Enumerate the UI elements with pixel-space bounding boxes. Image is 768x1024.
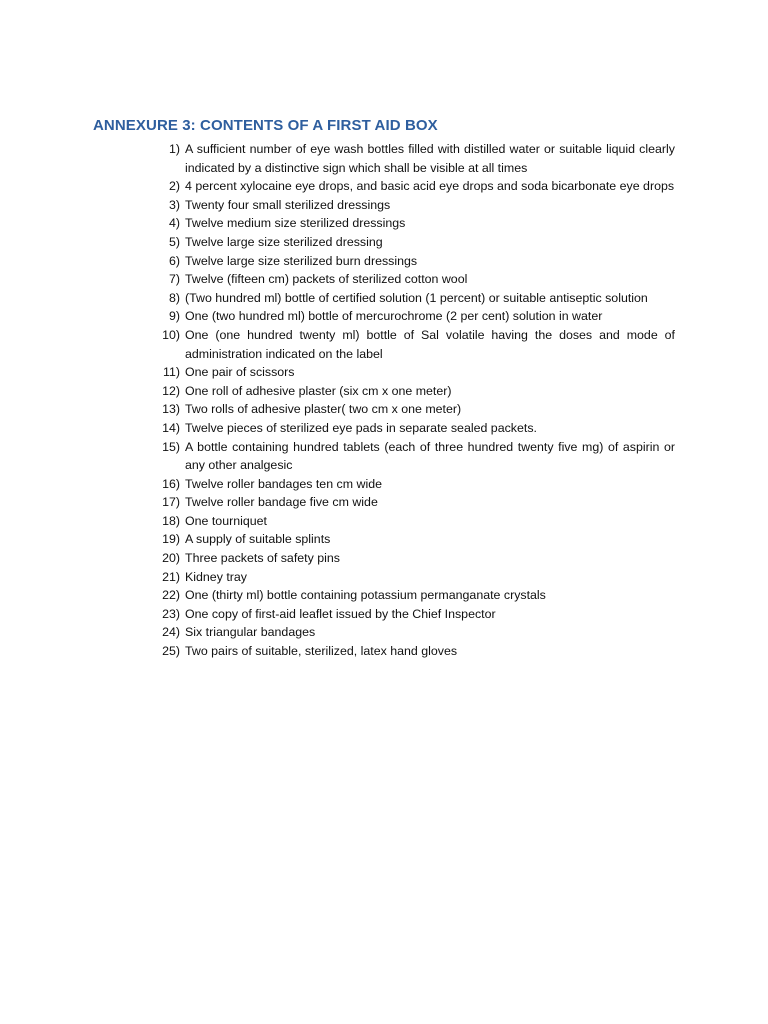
list-item xyxy=(150,586,675,605)
list-item-number: 23) xyxy=(162,606,180,621)
list-item-number: 18) xyxy=(162,513,180,528)
list-item xyxy=(150,642,675,661)
list-item-number: 10) xyxy=(162,327,180,342)
list-item-text: One tourniquet xyxy=(185,513,267,528)
list-item-text: Three packets of safety pins xyxy=(185,551,340,566)
list-item-text: One copy of first-aid leaflet issued by the Chief Inspector xyxy=(185,606,496,621)
list-item-number: 22) xyxy=(162,588,180,603)
list-item xyxy=(150,252,675,271)
list-item-text: A supply of suitable splints xyxy=(185,532,331,547)
list-item-text: Six triangular bandages xyxy=(185,625,316,640)
list-item xyxy=(150,177,675,196)
list-item-number: 25) xyxy=(162,644,180,659)
list-item xyxy=(150,326,675,363)
list-item-number: 15) xyxy=(162,439,180,454)
list-item-number: 14) xyxy=(162,420,180,435)
list-item-text: Twenty four small sterilized dressings xyxy=(185,197,391,212)
list-item-number: 13) xyxy=(162,402,180,417)
list-item-number: 20) xyxy=(162,551,180,566)
list-item xyxy=(150,270,675,289)
list-item-number: 4) xyxy=(168,216,180,231)
list-item-text: Two pairs of suitable, sterilized, latex hand gloves xyxy=(185,644,458,659)
list-item-text: Twelve medium size sterilized dressings xyxy=(185,216,406,231)
list-item xyxy=(150,605,675,624)
list-item-number: 19) xyxy=(162,532,180,547)
list-item-number: 2) xyxy=(168,179,180,194)
list-item xyxy=(150,196,675,215)
list-item xyxy=(150,568,675,587)
list-item xyxy=(150,530,675,549)
list-item-text: A bottle containing hundred tablets (each of three hundred twenty five mg) of aspirin or any other analgesic xyxy=(185,439,675,473)
list-item-number: 11) xyxy=(163,365,180,380)
list-item-text: Twelve pieces of sterilized eye pads in separate sealed packets. xyxy=(185,420,537,435)
list-item-number: 21) xyxy=(162,569,180,584)
list-item-text: (Two hundred ml) bottle of certified solution (1 percent) or suitable antiseptic solution xyxy=(185,290,648,305)
list-item-text: Two rolls of adhesive plaster( two cm x one meter) xyxy=(185,402,462,417)
list-item xyxy=(150,382,675,401)
list-item-number: 3) xyxy=(168,197,180,212)
list-item-text: Twelve roller bandage five cm wide xyxy=(185,495,378,510)
list-item xyxy=(150,475,675,494)
list-item-text: One roll of adhesive plaster (six cm x one meter) xyxy=(185,383,452,398)
list-item-number: 24) xyxy=(162,625,180,640)
list-item xyxy=(150,493,675,512)
list-item-number: 8) xyxy=(168,290,180,305)
list-item-text: Kidney tray xyxy=(185,569,247,584)
list-item xyxy=(150,214,675,233)
list-item-number: 5) xyxy=(168,234,180,249)
list-item-text: One (thirty ml) bottle containing potassium permanganate crystals xyxy=(185,588,546,603)
list-item xyxy=(150,400,675,419)
list-item-text: Twelve (fifteen cm) packets of sterilized cotton wool xyxy=(185,272,468,287)
list-item xyxy=(150,419,675,438)
list-item xyxy=(150,307,675,326)
list-item-number: 1) xyxy=(168,142,180,156)
list-item-number: 6) xyxy=(168,253,180,268)
list-item xyxy=(150,623,675,642)
list-item-text: Twelve roller bandages ten cm wide xyxy=(185,476,382,491)
list-item-text: 4 percent xylocaine eye drops, and basic acid eye drops and soda bicarbonate eye drops xyxy=(185,179,675,194)
list-item xyxy=(150,438,675,475)
first-aid-contents-list xyxy=(150,140,675,661)
list-item xyxy=(150,140,675,177)
list-item xyxy=(150,363,675,382)
list-item-number: 9) xyxy=(168,309,180,324)
list-item-text: One pair of scissors xyxy=(185,365,295,380)
list-item xyxy=(150,512,675,531)
list-item-text: A sufficient number of eye wash bottles filled with distilled water or suitable liquid clearly indicated by a distinctive sign which shall be visible at all times xyxy=(185,142,675,175)
list-item-text: One (one hundred twenty ml) bottle of Sal volatile having the doses and mode of administration indicated on the label xyxy=(185,327,675,361)
list-item-text: Twelve large size sterilized dressing xyxy=(185,234,383,249)
list-item xyxy=(150,289,675,308)
list-item-number: 17) xyxy=(162,495,180,510)
list-item-number: 12) xyxy=(162,383,180,398)
list-item-text: Twelve large size sterilized burn dressings xyxy=(185,253,418,268)
list-item-number: 16) xyxy=(162,476,180,491)
list-item xyxy=(150,549,675,568)
annexure-heading: ANNEXURE 3: CONTENTS OF A FIRST AID BOX xyxy=(93,117,438,134)
list-item-number: 7) xyxy=(168,272,180,287)
list-item-text: One (two hundred ml) bottle of mercurochrome (2 per cent) solution in water xyxy=(185,309,603,324)
list-item xyxy=(150,233,675,252)
